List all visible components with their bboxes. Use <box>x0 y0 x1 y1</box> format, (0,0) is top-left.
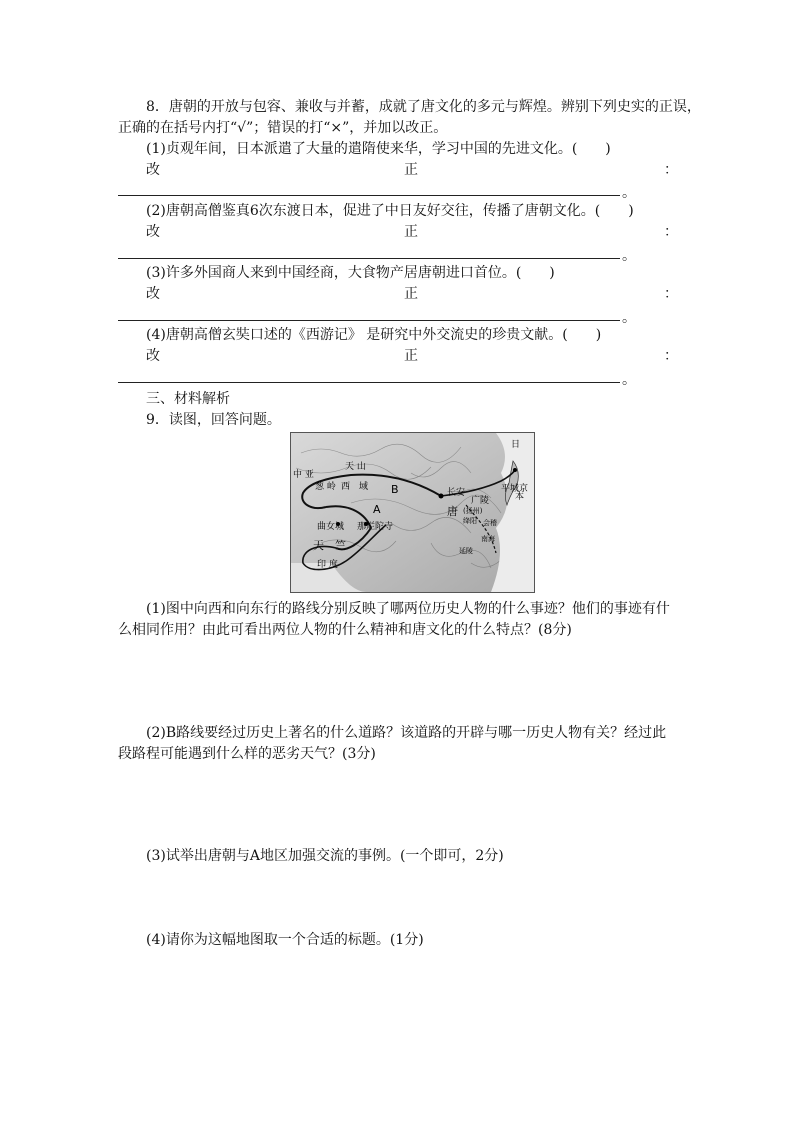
q8-item3-text: (3)许多外国商人来到中国经商，大食物产居唐朝进口首位。( ) <box>146 265 555 281</box>
label-huiji: 会稽 <box>483 519 497 527</box>
q8-item3-colon: ： <box>664 286 678 302</box>
q9-sub1-line1: (1)图中向西和向东行的路线分别反映了哪两位历史人物的什么事迹？他们的事迹有什 <box>146 601 670 617</box>
label-changan: 长安 <box>447 488 466 498</box>
label-tianshan: 天 山 <box>345 462 366 472</box>
label-nanhai: 南海 <box>481 535 495 543</box>
label-b: B <box>391 483 399 496</box>
label-tianzhu: 天 竺 <box>313 539 346 552</box>
q9-sub3: (3)试举出唐朝与A地区加强交流的事例。(一个即可，2分) <box>146 848 504 864</box>
q9-sub4: (4)请你为这幅地图取一个合适的标题。(1分) <box>146 932 424 948</box>
q9-sub2-line2: 段路程可能遇到什么样的恶劣天气？(3分) <box>118 746 376 762</box>
label-tang: 唐 <box>447 505 458 518</box>
route-map-svg <box>291 433 534 592</box>
q8-item3-answer-line[interactable] <box>118 320 620 321</box>
q8-item4-text: (4)唐朝高僧玄奘口述的《西游记》 是研究中外交流史的珍贵文献。( ) <box>146 327 602 343</box>
q8-item4-period: 。 <box>622 372 636 388</box>
label-yangzhou: (扬州) <box>463 507 483 515</box>
q8-item1-zheng: 正 <box>404 162 418 178</box>
q8-item2-text: (2)唐朝高僧鉴真6次东渡日本，促进了中日友好交往，传播了唐朝文化。( ) <box>146 203 634 219</box>
label-pingchengjing: 平城京 <box>501 484 529 494</box>
q8-intro-line2: 正确的在括号内打“√”；错误的打“×”，并加以改正。 <box>118 120 448 136</box>
q8-item3-period: 。 <box>622 310 636 326</box>
q8-item1-period: 。 <box>622 185 636 201</box>
q8-item4-zheng: 正 <box>404 348 418 364</box>
pingchengjing-dot <box>513 468 517 472</box>
changan-dot <box>439 494 444 499</box>
label-ben: 本 <box>515 492 525 502</box>
q8-item2-answer-line[interactable] <box>118 258 620 259</box>
q8-item2-colon: ： <box>664 224 678 240</box>
q8-intro-line1: 8．唐朝的开放与包容、兼收与并蓄，成就了唐文化的多元与辉煌。辨别下列史实的正误， <box>146 99 701 115</box>
q8-item1-colon: ： <box>664 162 678 178</box>
q9-sub2-line1: (2)B路线要经过历史上著名的什么道路？该道路的开辟与哪一历史人物有关？经过此 <box>146 725 667 741</box>
q8-item1-text: (1)贞观年间，日本派遣了大量的遣隋使来华，学习中国的先进文化。( ) <box>146 141 611 157</box>
section-heading: 三、材料解析 <box>146 391 230 407</box>
q8-item4-colon: ： <box>664 348 678 364</box>
label-xiyu: 西 域 <box>341 482 369 492</box>
route-map <box>290 432 535 593</box>
label-guangling: 广陵 <box>471 496 490 506</box>
q8-item4-answer-line[interactable] <box>118 382 620 383</box>
label-ri: 日 <box>511 440 521 450</box>
label-a: A <box>373 503 381 516</box>
q8-item2-period: 。 <box>622 248 636 264</box>
q8-item2-gai: 改 <box>146 224 160 240</box>
q8-item3-zheng: 正 <box>404 286 418 302</box>
q8-item4-gai: 改 <box>146 348 160 364</box>
label-yindu: 印 度 <box>317 560 338 570</box>
label-qunvcheng: 曲女城 <box>317 522 345 532</box>
q9-title: 9．读图，回答问题。 <box>146 412 281 428</box>
label-nalantuosi: 那烂陀寺 <box>357 522 394 532</box>
q8-item1-gai: 改 <box>146 162 160 178</box>
q8-item1-answer-line[interactable] <box>118 195 620 196</box>
q8-item3-gai: 改 <box>146 286 160 302</box>
label-yiyang: 绛阳 <box>463 517 477 525</box>
q9-sub1-line2: 么相同作用？由此可看出两位人物的什么精神和唐文化的什么特点？(8分) <box>118 622 572 638</box>
q8-item2-zheng: 正 <box>404 224 418 240</box>
label-congling: 葱 岭 <box>315 482 336 492</box>
label-zhenjiang: 延陵 <box>459 547 473 555</box>
label-zhongya: 中 亚 <box>293 470 314 480</box>
